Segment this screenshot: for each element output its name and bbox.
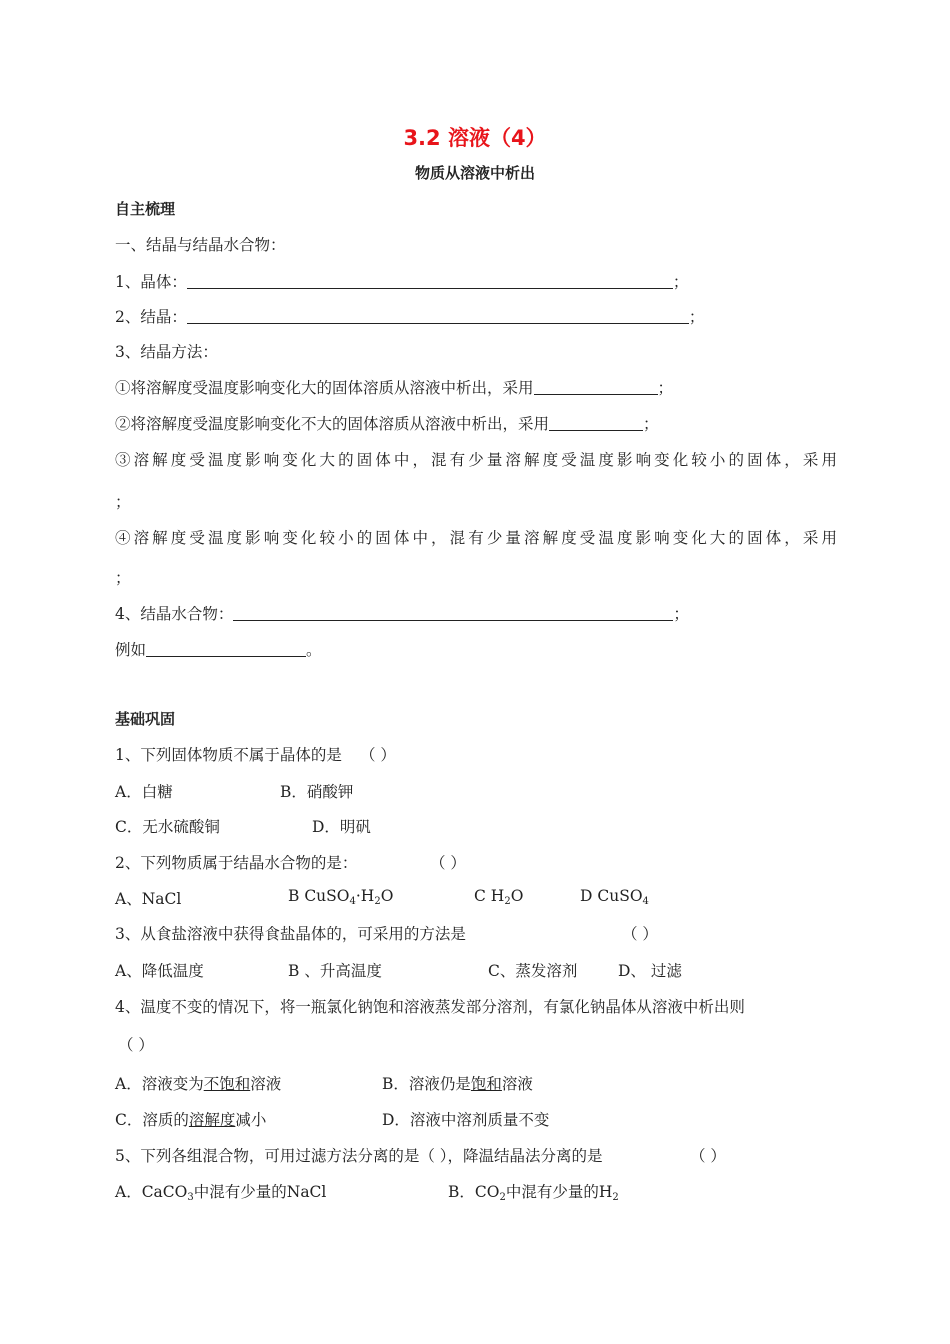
q1-option-c: C．无水硫酸铜	[115, 818, 220, 836]
q2-b-text: B CuSO	[288, 887, 350, 905]
q4-option-c	[115, 1108, 266, 1130]
q5-b-mid: 中混有少量的H	[505, 1183, 613, 1201]
q2-d-text: D CuSO	[580, 887, 643, 905]
q4-option-a	[115, 1072, 281, 1094]
q2-c-text: C H	[474, 887, 505, 905]
semicolon: ；	[672, 273, 689, 291]
method-3-end: ；	[115, 493, 131, 511]
blank-method-2[interactable]	[549, 414, 643, 431]
q5-b-sub2: 2	[612, 1192, 619, 1203]
q4-option-b	[382, 1072, 533, 1094]
q3-paren: （ ）	[622, 925, 658, 943]
semicolon: ；	[673, 605, 689, 623]
part-one-heading: 一、结晶与结晶水合物：	[115, 236, 286, 254]
q4-b-underlined: 饱和	[470, 1075, 502, 1093]
example-line	[115, 638, 322, 660]
item-hydrate-label: 4、结晶水合物：	[115, 605, 234, 623]
q5-paren: （ ）	[690, 1147, 726, 1165]
blank-method-1[interactable]	[534, 378, 658, 395]
q2-b-sub: 4	[349, 896, 356, 907]
q4-a-text: A．溶液变为	[115, 1075, 204, 1093]
q3-option-a: A、降低温度	[115, 962, 204, 980]
item-crystal	[115, 270, 688, 292]
q1-option-d: D．明矾	[312, 818, 371, 836]
section-heading-basics: 基础巩固	[115, 710, 176, 728]
q4-a-post: 溶液	[250, 1075, 282, 1093]
section-heading-self-study: 自主梳理	[115, 200, 176, 218]
semicolon: ；	[657, 379, 674, 397]
q2-option-b	[288, 887, 393, 907]
q2-c-post: O	[510, 887, 524, 905]
q4-stem: 4、温度不变的情况下，将一瓶氯化钠饱和溶液蒸发部分溶剂，有氯化钠晶体从溶液中析出则	[115, 998, 745, 1016]
semicolon: ；	[643, 415, 659, 433]
q2-option-c	[474, 887, 523, 907]
item-methods: 3、结晶方法：	[115, 343, 218, 361]
q5-a-sub: 3	[187, 1192, 194, 1203]
q3-option-b: B 、升高温度	[288, 962, 382, 980]
q4-b-text: B．溶液仍是	[382, 1075, 471, 1093]
method-4-text: ④溶解度受温度影响变化较小的固体中，混有少量溶解度受温度影响变化大的固体，采用	[115, 529, 837, 547]
blank-hydrate[interactable]	[233, 604, 673, 621]
method-2	[115, 412, 659, 434]
period: 。	[306, 641, 322, 659]
q1-stem: 1、下列固体物质不属于晶体的是	[115, 746, 342, 764]
q3-option-d: D、 过滤	[618, 962, 682, 980]
q2-option-a: A、NaCl	[115, 890, 182, 908]
q2-option-d	[580, 887, 649, 907]
q2-b-sub2: 2	[374, 896, 381, 907]
method-4-end: ；	[115, 569, 131, 587]
q4-b-post: 溶液	[501, 1075, 533, 1093]
q4-c-post: 减小	[235, 1111, 267, 1129]
q5-a-text: A．CaCO	[115, 1183, 188, 1201]
item-crystal-label: 1、晶体：	[115, 273, 187, 291]
example-label: 例如	[115, 641, 147, 659]
q4-c-underlined: 溶解度	[188, 1111, 236, 1129]
q5-a-post: 中混有少量的NaCl	[193, 1183, 327, 1201]
method-3-text: ③溶解度受温度影响变化大的固体中，混有少量溶解度受温度影响变化较小的固体，采用	[115, 451, 837, 469]
q4-paren: （ ）	[118, 1036, 154, 1054]
q2-d-sub: 4	[642, 896, 649, 907]
q4-c-text: C．溶质的	[115, 1111, 189, 1129]
blank-example[interactable]	[146, 640, 306, 657]
q2-c-sub: 2	[504, 896, 511, 907]
q1-option-a: A．白糖	[115, 783, 173, 801]
blank-crystal[interactable]	[187, 272, 673, 289]
q2-b-post: O	[380, 887, 394, 905]
blank-crystallization[interactable]	[187, 307, 689, 324]
q2-stem: 2、下列物质属于结晶水合物的是：	[115, 854, 358, 872]
q5-b-text: B．CO	[448, 1183, 500, 1201]
method-1	[115, 376, 673, 398]
q4-a-underlined: 不饱和	[203, 1075, 251, 1093]
page-subtitle: 物质从溶液中析出	[414, 164, 535, 182]
page-title: 3.2 溶液（4）	[403, 126, 547, 150]
method-2-text: ②将溶解度受温度影响变化不大的固体溶质从溶液中析出，采用	[115, 415, 550, 433]
method-1-text: ①将溶解度受温度影响变化大的固体溶质从溶液中析出，采用	[115, 379, 534, 397]
item-crystallization	[115, 305, 704, 327]
q3-option-c: C、蒸发溶剂	[488, 962, 578, 980]
q4-option-d: D．溶液中溶剂质量不变	[382, 1111, 550, 1129]
q1-option-b: B．硝酸钾	[280, 783, 354, 801]
item-hydrate	[115, 602, 689, 624]
q2-b-mid: ·H	[355, 887, 375, 905]
q2-paren: （ ）	[430, 854, 466, 872]
q5-option-a	[115, 1180, 326, 1203]
q3-stem: 3、从食盐溶液中获得食盐晶体的，可采用的方法是	[115, 925, 466, 943]
q5-stem: 5、下列各组混合物，可用过滤方法分离的是（ ），降温结晶法分离的是	[115, 1147, 603, 1165]
item-crystallization-label: 2、结晶：	[115, 308, 187, 326]
q1-paren: （ ）	[360, 746, 396, 764]
semicolon: ；	[688, 308, 705, 326]
q5-option-b	[448, 1180, 619, 1203]
q5-b-sub: 2	[499, 1192, 506, 1203]
